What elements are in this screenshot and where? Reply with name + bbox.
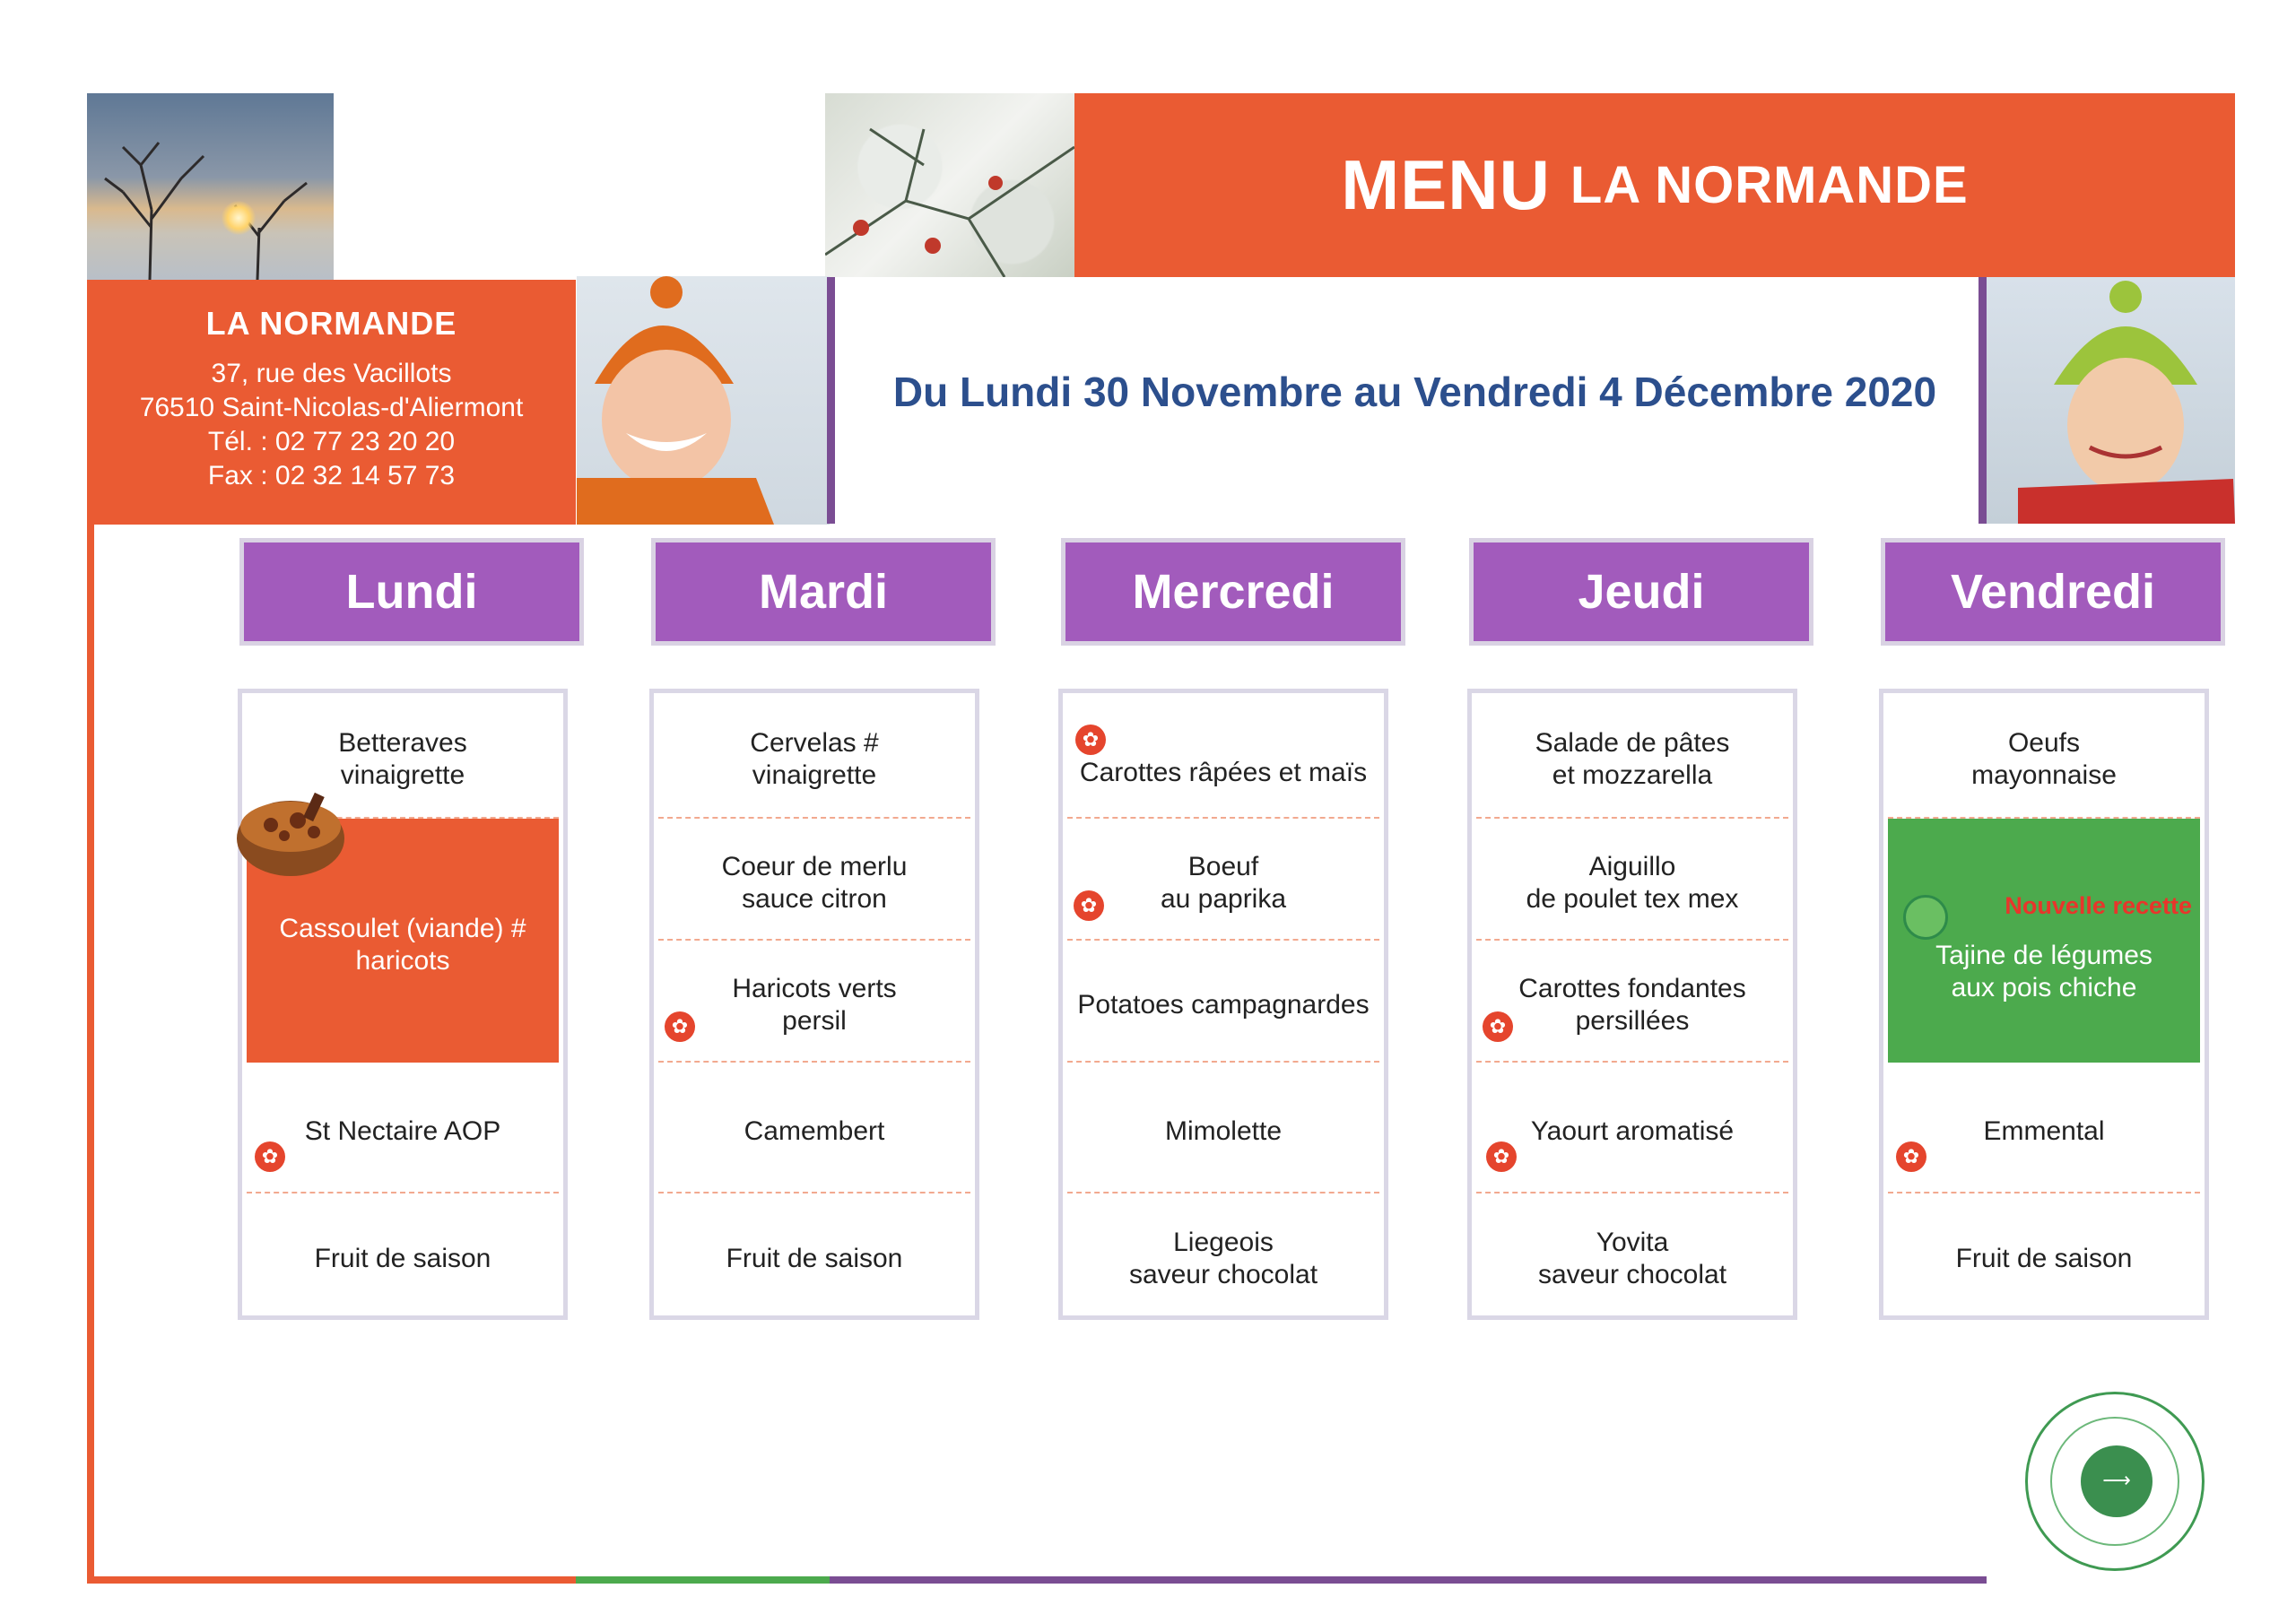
address-city: 76510 Saint-Nicolas-d'Aliermont	[139, 393, 524, 422]
france-origin-icon: ✿	[1075, 725, 1106, 755]
day-header-vendredi: Vendredi	[1885, 542, 2221, 641]
france-origin-icon: ✿	[255, 1141, 285, 1172]
menu-column-mercredi	[1058, 689, 1388, 1320]
menu-title-small: LA NORMANDE	[1570, 156, 1969, 214]
frame-left	[87, 525, 94, 1583]
child-orange-hat-photo	[577, 276, 830, 525]
day-header-mercredi: Mercredi	[1065, 542, 1401, 641]
frame-bottom-green	[576, 1576, 830, 1584]
menu-item: Camembert	[658, 1063, 970, 1193]
menu-item: St Nectaire AOP	[247, 1063, 559, 1193]
fork-icon: ⟶	[2102, 1469, 2131, 1491]
restaurant-name: LA NORMANDE	[205, 305, 457, 342]
menu-title-big: MENU	[1341, 145, 1551, 224]
address-tel: Tél. : 02 77 23 20 20	[207, 427, 456, 456]
address-street: 37, rue des Vacillots	[211, 359, 452, 388]
menu-item-highlight: Tajine de légumes aux pois chiche	[1888, 819, 2200, 1063]
day-header-jeudi: Jeudi	[1474, 542, 1809, 641]
menu-item: Coeur de merlu sauce citron	[658, 819, 970, 941]
address-block	[87, 280, 576, 525]
menu-item: Yovita saveur chocolat	[1537, 1228, 1727, 1289]
menu-item: Salade de pâtes et mozzarella	[1476, 693, 1788, 819]
snowy-apple-tree-photo	[825, 93, 1074, 277]
menu-item: Potatoes campagnardes	[1067, 941, 1379, 1063]
menu-item: Aiguillo de poulet tex mex	[1476, 819, 1788, 941]
menu-item: Yaourt aromatisé	[1476, 1063, 1788, 1193]
france-origin-icon: ✿	[1486, 1141, 1517, 1172]
menu-item: Liegeois saveur chocolat	[1128, 1228, 1318, 1289]
menu-item: Boeuf au paprika	[1067, 819, 1379, 941]
menu-title	[1074, 93, 2235, 277]
day-header-mardi: Mardi	[656, 542, 991, 641]
menu-column-jeudi	[1467, 689, 1797, 1320]
date-range: Du Lundi 30 Novembre au Vendredi 4 Décembre 2020	[892, 369, 1937, 415]
winter-trees-photo	[87, 93, 334, 280]
cassoulet-photo	[235, 789, 346, 888]
menu-item: Haricots verts persil	[658, 941, 970, 1063]
frame-bottom-purple	[830, 1576, 1987, 1584]
menu-item: Mimolette	[1067, 1063, 1379, 1193]
globe-icon	[1903, 895, 1948, 940]
menu-item: Cervelas # vinaigrette	[658, 693, 970, 819]
frame-bottom-orange	[87, 1576, 576, 1584]
menu-item-highlight: Cassoulet (viande) # haricots	[247, 819, 559, 1063]
date-left-divider	[827, 277, 835, 524]
menu-item: Fruit de saison	[314, 1244, 491, 1273]
menu-item: Carottes fondantes persillées	[1476, 941, 1788, 1063]
address-fax: Fax : 02 32 14 57 73	[207, 461, 456, 490]
menu-column-vendredi	[1879, 689, 2209, 1320]
menu-item: Emmental	[1888, 1063, 2200, 1193]
menu-item: Carottes râpées et maïs	[1067, 693, 1379, 819]
menu-column-mardi	[649, 689, 979, 1320]
france-origin-icon: ✿	[665, 1011, 695, 1042]
menu-item: Oeufs mayonnaise	[1888, 693, 2200, 819]
child-green-hat-photo	[1982, 277, 2235, 524]
menu-item: Fruit de saison	[1955, 1244, 2133, 1273]
menu-column-lundi	[238, 689, 568, 1320]
menu-item: Betteraves vinaigrette	[247, 693, 559, 819]
menu-item: Fruit de saison	[726, 1244, 903, 1273]
france-origin-icon: ✿	[1074, 890, 1104, 921]
day-header-lundi: Lundi	[244, 542, 579, 641]
france-origin-icon: ✿	[1483, 1011, 1513, 1042]
new-recipe-label: Nouvelle recette	[2005, 892, 2192, 919]
france-origin-icon: ✿	[1896, 1141, 1926, 1172]
